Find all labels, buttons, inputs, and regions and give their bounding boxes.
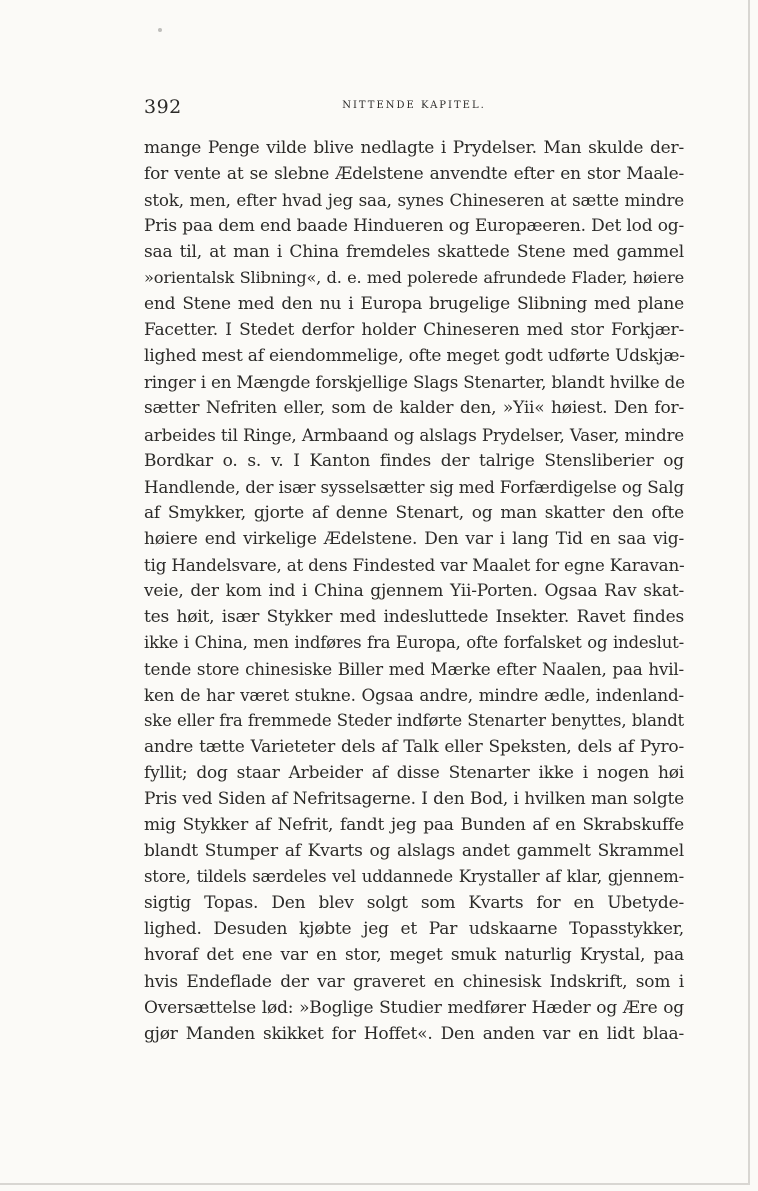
text-line: mig Stykker af Nefrit, fandt jeg paa Bunden af en Skrabskuffe — [144, 815, 684, 836]
text-line: Oversættelse lød: »Boglige Studier medfører Hæder og Ære og — [144, 997, 684, 1018]
text-line: veie, der kom ind i China gjennem Yii-Porten. Ogsaa Rav skat- — [144, 580, 684, 601]
text-line: for vente at se slebne Ædelstene anvendte efter en stor Maale- — [144, 164, 684, 185]
text-line: blandt Stumper af Kvarts og alslags andet gammelt Skrammel — [144, 841, 684, 862]
text-line: andre tætte Varieteter dels af Talk eller Speksten, dels af Pyro- — [144, 737, 684, 758]
text-line: Handlende, der især sysselsætter sig med Forfærdigelse og Salg — [144, 476, 684, 497]
text-line: lighed. Desuden kjøbte jeg et Par udskaarne Topasstykker, — [144, 919, 684, 940]
text-line: hvoraf det ene var en stor, meget smuk naturlig Krystal, paa — [144, 945, 684, 966]
text-line: lighed mest af eiendommelige, ofte meget godt udførte Udskjæ- — [144, 346, 685, 367]
text-line: arbeides til Ringe, Armbaand og alslags Prydelser, Vaser, mindre — [144, 424, 684, 445]
text-line: tende store chinesiske Biller med Mærke efter Naalen, paa hvil- — [144, 658, 684, 679]
text-line: store, tildels særdeles vel uddannede Krystaller af klar, gjennem- — [144, 867, 684, 887]
text-line: tig Handelsvare, at dens Findested var Maalet for egne Karavan- — [144, 554, 685, 575]
running-head — [144, 96, 684, 124]
page-number: 392 — [144, 96, 182, 118]
body-text — [144, 135, 684, 1047]
text-line: sigtig Topas. Den blev solgt som Kvarts for en Ubetyde- — [144, 893, 684, 914]
text-line: tes høit, især Stykker med indesluttede Insekter. Ravet findes — [144, 606, 684, 627]
text-line: gjør Manden skikket for Hoffet«. Den anden var en lidt blaa- — [144, 1023, 684, 1044]
text-line: af Smykker, gjorte af denne Stenart, og man skatter den ofte — [144, 502, 684, 523]
text-line: Facetter. I Stedet derfor holder Chineseren med stor Forkjær- — [144, 320, 684, 341]
chapter-title: NITTENDE KAPITEL. — [342, 100, 486, 111]
text-line: saa til, at man i China fremdeles skattede Stene med gammel — [144, 242, 684, 263]
text-line: Pris paa dem end baade Hindueren og Europæeren. Det lod og- — [144, 216, 684, 237]
ink-smudge — [158, 28, 162, 32]
text-line: ringer i en Mængde forskjellige Slags Stenarter, blandt hvilke de — [144, 372, 685, 393]
text-line: ske eller fra fremmede Steder indførte Stenarter benyttes, blandt — [144, 711, 684, 731]
text-line: Pris ved Siden af Nefritsagerne. I den Bod, i hvilken man solgte — [144, 789, 684, 810]
text-line: fyllit; dog staar Arbeider af disse Stenarter ikke i nogen høi — [144, 763, 684, 784]
text-line: høiere end virkelige Ædelstene. Den var i lang Tid en saa vig- — [144, 528, 684, 549]
text-line: stok, men, efter hvad jeg saa, synes Chineseren at sætte mindre — [144, 190, 684, 211]
text-line: ikke i China, men indføres fra Europa, ofte forfalsket og indeslut- — [144, 632, 684, 652]
text-line: mange Penge vilde blive nedlagte i Prydelser. Man skulde der- — [144, 138, 684, 158]
text-line: ken de har været stukne. Ogsaa andre, mindre ædle, indenland- — [144, 684, 684, 705]
text-line: sætter Nefriten eller, som de kalder den, »Yii« høiest. Den for- — [144, 398, 684, 419]
text-line: Bordkar o. s. v. I Kanton findes der talrige Stensliberier og — [144, 450, 684, 471]
text-line: end Stene med den nu i Europa brugelige Slibning med plane — [144, 294, 684, 315]
text-line: hvis Endeflade der var graveret en chinesisk Indskrift, som i — [144, 971, 684, 992]
text-line: »orientalsk Slibning«, d. e. med polerede afrundede Flader, høiere — [144, 268, 684, 288]
